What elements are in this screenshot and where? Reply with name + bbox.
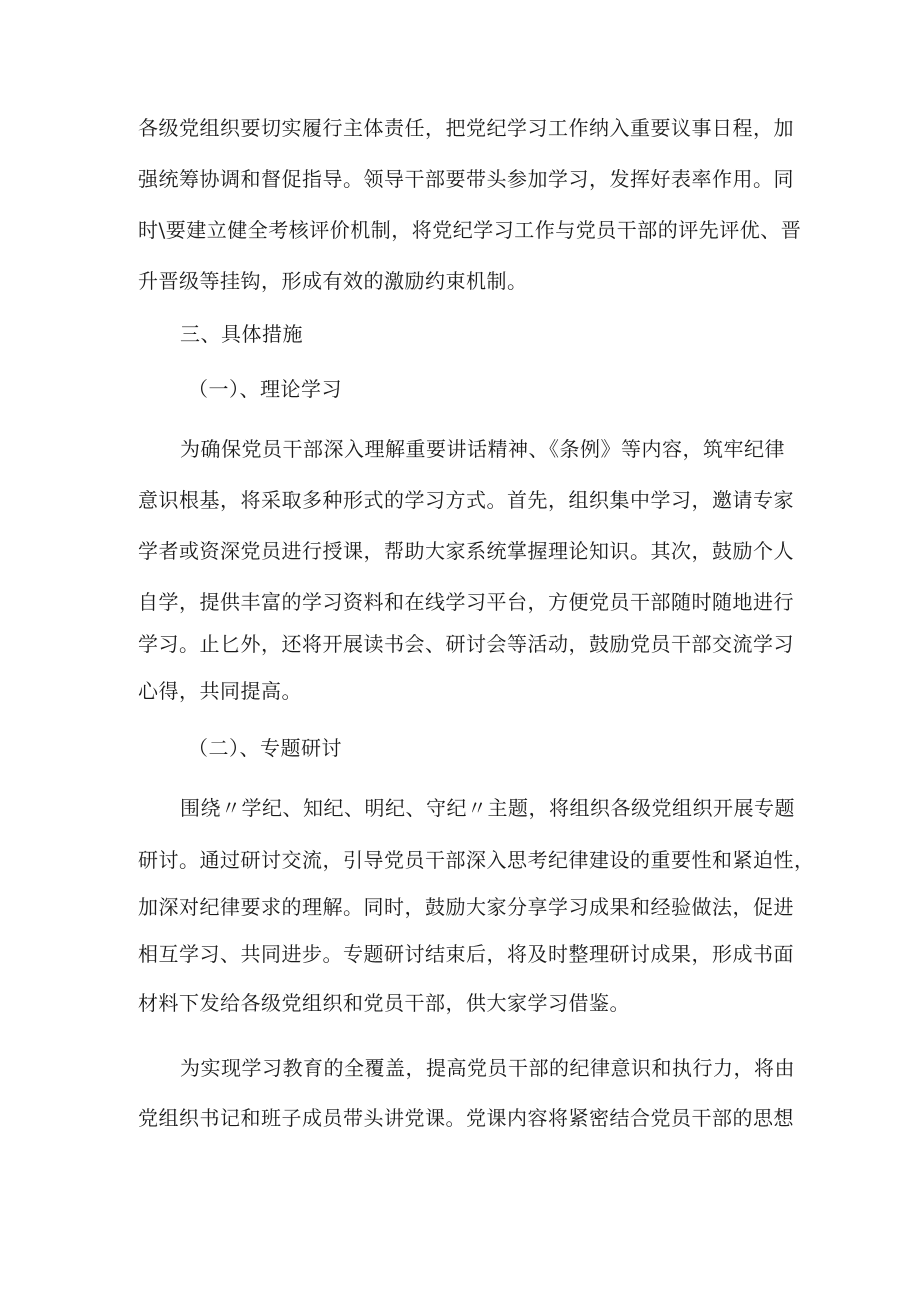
paragraph-line: 心得，共同提高。 [138,679,302,703]
paragraph-line: 为实现学习教育的全覆盖，提高党员干部的纪律意识和执行力，将由 [180,1056,795,1080]
subsection-heading: （二）、专题研讨 [188,736,342,760]
subsection-heading: （一）、理论学习 [188,377,342,401]
paragraph-line: 相互学习、共同进步。专题研讨结束后，将及时整理研讨成果，形成书面 [138,942,794,966]
paragraph-line: 材料下发给各级党组织和党员干部，供大家学习借鉴。 [138,991,630,1015]
paragraph-line: 意识根基，将采取多种形式的学习方式。首先，组织集中学习，邀请专家 [138,488,794,512]
paragraph-line: 各级党组织要切实履行主体责任，把党纪学习工作纳入重要议事日程，加 [138,116,794,140]
paragraph-line: 学者或资深党员进行授课，帮助大家系统掌握理论知识。其次，鼓励个人 [138,539,794,563]
paragraph-line: 强统筹协调和督促指导。领导干部要带头参加学习，发挥好表率作用。同 [138,167,794,191]
paragraph-line: 研讨。通过研讨交流，引导党员干部深入思考纪律建设的重要性和紧迫性， [138,848,815,872]
paragraph-line: 学习。止匕外，还将开展读书会、研讨会等活动，鼓励党员干部交流学习 [138,632,794,656]
paragraph-line: 时\要建立健全考核评价机制，将党纪学习工作与党员干部的评先评优、晋 [138,218,802,242]
paragraph-line: 围绕〃学纪、知纪、明纪、守纪〃主题，将组织各级党组织开展专题 [180,796,795,820]
paragraph-line: 自学，提供丰富的学习资料和在线学习平台，方便党员干部随时随地进行 [138,590,794,614]
paragraph-line: 升晋级等挂钩，形成有效的激励约束机制。 [138,269,528,293]
paragraph-line: 加深对纪律要求的理解。同时，鼓励大家分享学习成果和经验做法，促进 [138,895,794,919]
section-heading: 三、具体措施 [180,322,303,346]
paragraph-line: 党组织书记和班子成员带头讲党课。党课内容将紧密结合党员干部的思想 [138,1106,794,1130]
paragraph-line: 为确保党员干部深入理解重要讲话精神、《条例》等内容，筑牢纪律 [180,437,785,461]
